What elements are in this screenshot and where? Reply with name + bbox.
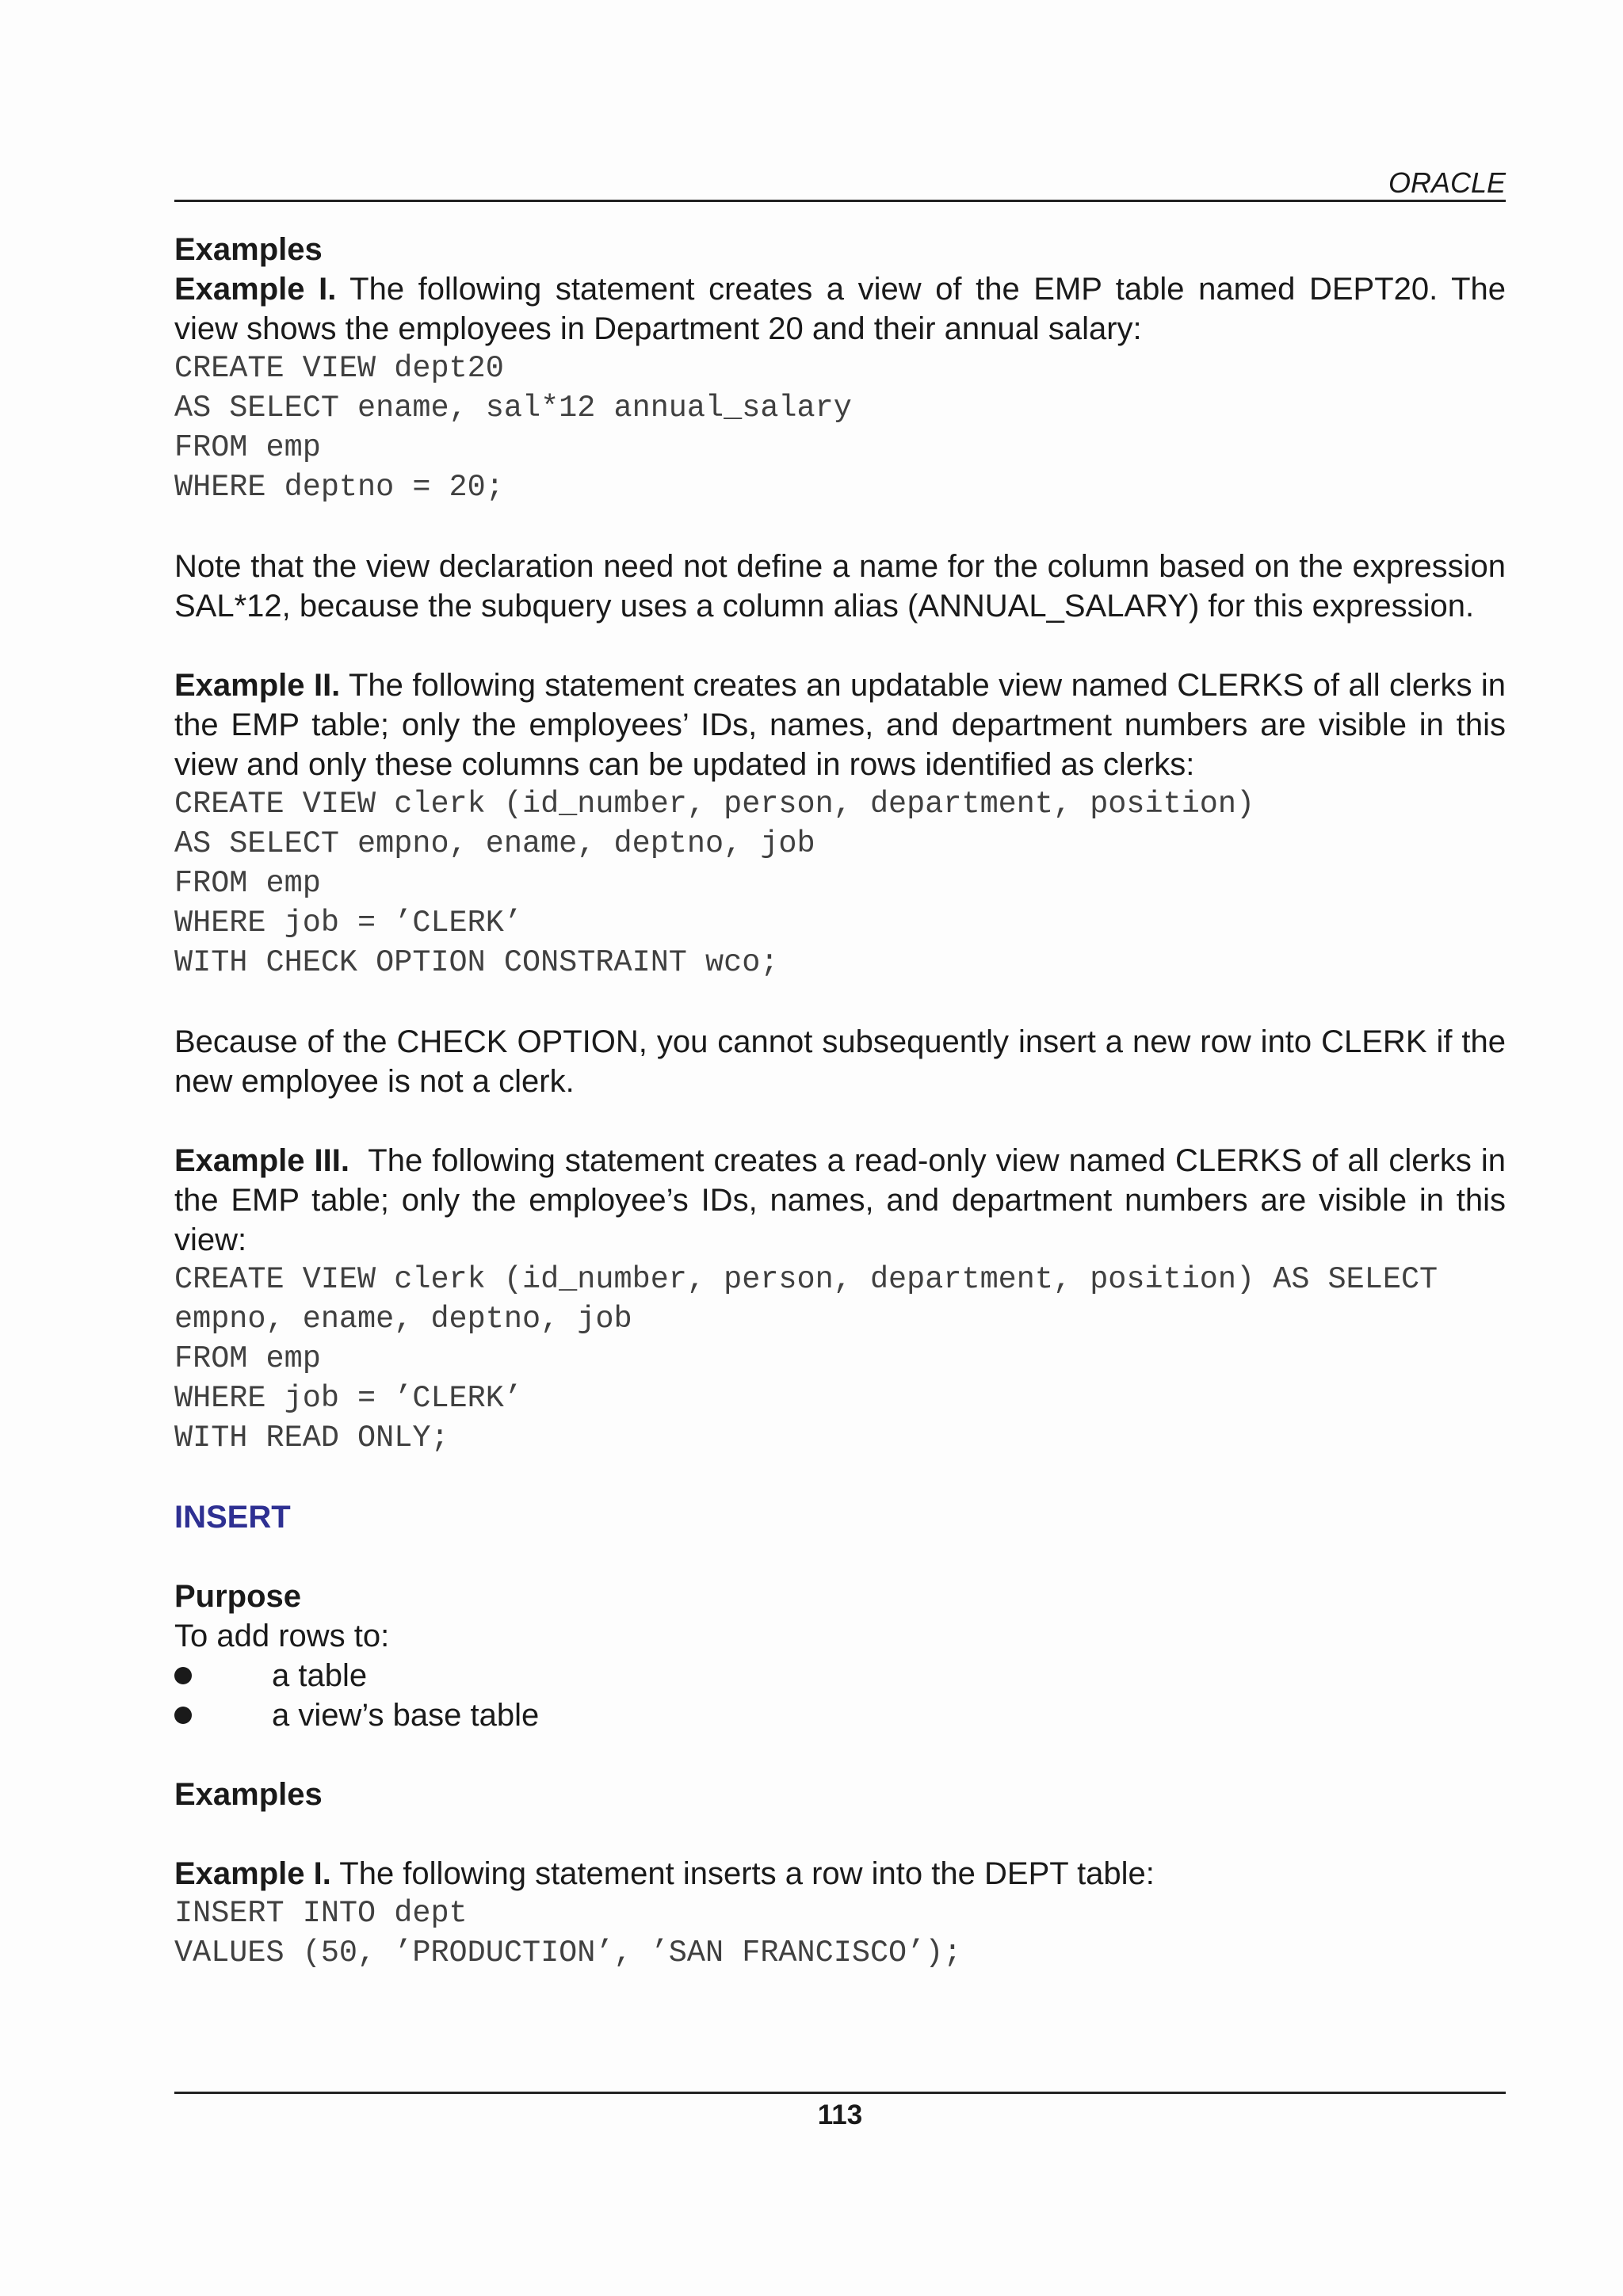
insert-example-1-text: Example I. The following statement inserts a row into the DEPT table: (174, 1856, 1155, 1891)
list-item: a table (174, 1656, 1506, 1695)
examples-heading: Examples (174, 232, 323, 267)
code-line: CREATE VIEW clerk (id_number, person, department, position) (174, 787, 1255, 822)
code-line: WHERE job = ’CLERK’ (174, 906, 522, 940)
bullet-icon (174, 1667, 192, 1684)
view-example-3-code (174, 1260, 1506, 1458)
page-content (174, 230, 1506, 1973)
list-item: a view’s base table (174, 1695, 1506, 1735)
view-example-1-code (174, 349, 1506, 507)
code-line: FROM emp (174, 866, 321, 901)
code-line: INSERT INTO dept (174, 1896, 468, 1931)
insert-heading: INSERT (174, 1500, 291, 1535)
view-example-3-text: Example III. The following statement creates a read-only view named CLERKS of all clerks in the EMP table; only the employee’s IDs, names, and department numbers are visible in this view: (174, 1143, 1506, 1257)
purpose-heading: Purpose (174, 1579, 302, 1614)
code-line: WHERE job = ’CLERK’ (174, 1381, 522, 1416)
bullet-icon (174, 1707, 192, 1724)
code-line: CREATE VIEW dept20 (174, 351, 504, 386)
view-example-2-text: Example II. The following statement creates an updatable view named CLERKS of all clerks in the EMP table; only the employees’ IDs, names, and department numbers are visible in this view and only these columns can be updated in rows identified as clerks: (174, 668, 1507, 782)
code-line: WHERE deptno = 20; (174, 470, 504, 505)
insert-examples-heading: Examples (174, 1777, 323, 1812)
code-line: VALUES (50, ’PRODUCTION’, ’SAN FRANCISCO’); (174, 1936, 962, 1970)
view-example-3-label: Example III. (174, 1143, 349, 1178)
header-rule (174, 200, 1506, 202)
code-line: FROM emp (174, 430, 321, 465)
running-header: ORACLE (1388, 166, 1506, 199)
page-number: 113 (817, 2100, 863, 2130)
purpose-text: To add rows to: (174, 1619, 390, 1653)
code-line: WITH CHECK OPTION CONSTRAINT wco; (174, 945, 779, 980)
view-example-2-note: Because of the CHECK OPTION, you cannot subsequently insert a new row into CLERK if the new employee is not a clerk. (174, 1024, 1506, 1099)
view-example-1-text: Example I. The following statement creates a view of the EMP table named DEPT20. The view shows the employees in Department 20 and their annual salary: (174, 272, 1507, 346)
footer-rule (174, 2092, 1506, 2094)
code-line: FROM emp (174, 1341, 321, 1376)
code-line: WITH READ ONLY; (174, 1421, 449, 1455)
insert-example-1-code (174, 1894, 1506, 1973)
view-example-2-label: Example II. (174, 668, 341, 703)
view-example-1-note: Note that the view declaration need not define a name for the column based on the expression SAL*12, because the subquery uses a column alias (ANNUAL_SALARY) for this expression. (174, 549, 1506, 624)
code-line: empno, ename, deptno, job (174, 1302, 632, 1337)
code-line: CREATE VIEW clerk (id_number, person, department, position) AS SELECT (174, 1262, 1438, 1297)
view-example-2-code (174, 784, 1506, 982)
insert-example-1-label: Example I. (174, 1856, 331, 1891)
view-example-1-label: Example I. (174, 272, 337, 307)
code-line: AS SELECT ename, sal*12 annual_salary (174, 391, 852, 425)
code-line: AS SELECT empno, ename, deptno, job (174, 826, 815, 861)
